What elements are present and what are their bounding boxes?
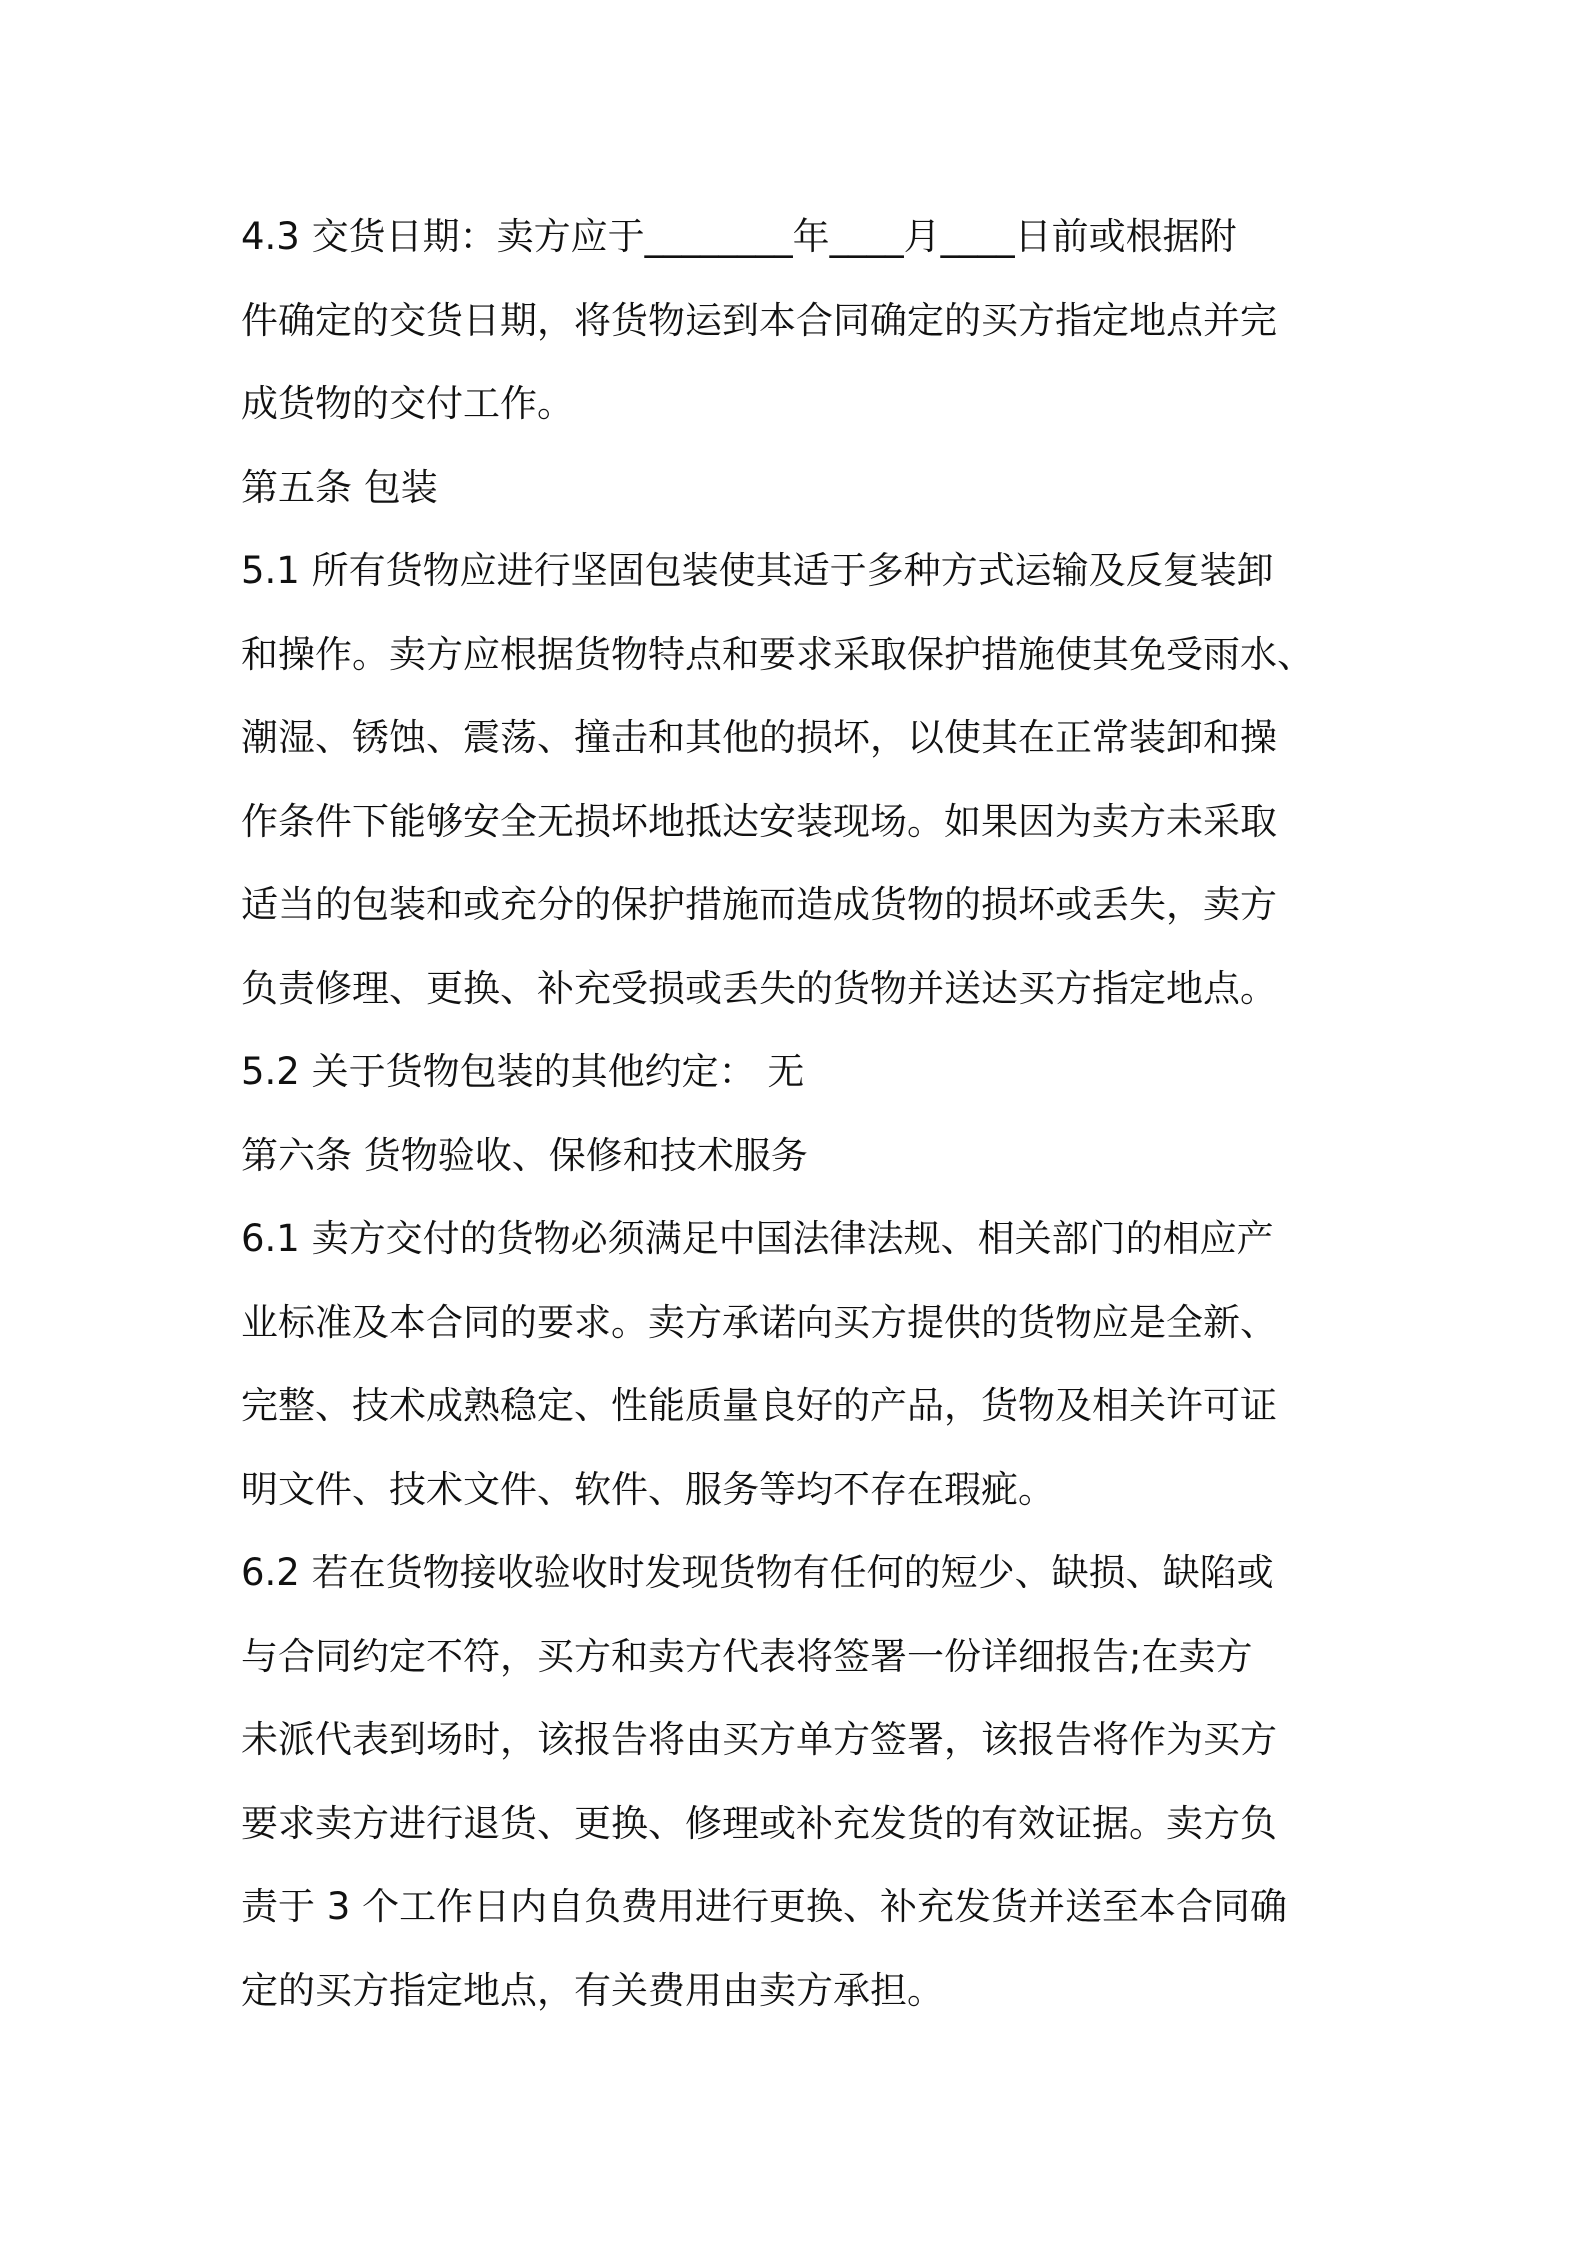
- text-line: 与合同约定不符，买方和卖方代表将签署一份详细报告;在卖方: [241, 1634, 1253, 1678]
- text-line: 完整、技术成熟稳定、性能质量良好的产品，货物及相关许可证: [241, 1384, 1277, 1427]
- text-line: 负责修理、更换、补充受损或丢失的货物并送达买方指定地点。: [241, 966, 1277, 1010]
- section-heading-article-6: 第六条 货物验收、保修和技术服务: [241, 1133, 808, 1177]
- text-line-5-1: 5.1 所有货物应进行坚固包装使其适于多种方式运输及反复装卸: [241, 549, 1274, 592]
- section-heading-article-5: 第五条 包装: [241, 465, 438, 509]
- text-line: 和操作。卖方应根据货物特点和要求采取保护措施使其免受雨水、: [241, 632, 1314, 676]
- text-line: 成货物的交付工作。: [241, 382, 574, 425]
- text-line: 业标准及本合同的要求。卖方承诺向买方提供的货物应是全新、: [241, 1300, 1277, 1344]
- text-line: 责于 3 个工作日内自负费用进行更换、补充发货并送至本合同确: [241, 1885, 1288, 1928]
- text-line: 件确定的交货日期，将货物运到本合同确定的买方指定地点并完: [241, 298, 1277, 342]
- text-line: 作条件下能够安全无损坏地抵达安装现场。如果因为卖方未采取: [241, 799, 1277, 843]
- document-page: [241, 195, 1381, 2032]
- text-line-6-1: 6.1 卖方交付的货物必须满足中国法律法规、相关部门的相应产: [241, 1217, 1274, 1260]
- text-line: 要求卖方进行退货、更换、修理或补充发货的有效证据。卖方负: [241, 1801, 1277, 1845]
- text-line: 适当的包装和或充分的保护措施而造成货物的损坏或丢失，卖方: [241, 883, 1277, 926]
- text-line-4-3: 4.3 交货日期：卖方应于________年____月____日前或根据附: [241, 215, 1237, 258]
- text-line-6-2: 6.2 若在货物接收验收时发现货物有任何的短少、缺损、缺陷或: [241, 1551, 1274, 1594]
- text-line: 定的买方指定地点，有关费用由卖方承担。: [241, 1968, 944, 2012]
- text-line: 潮湿、锈蚀、震荡、撞击和其他的损坏，以使其在正常装卸和操: [241, 716, 1277, 759]
- text-line: 未派代表到场时，该报告将由买方单方签署，该报告将作为买方: [241, 1718, 1277, 1761]
- text-line: 明文件、技术文件、软件、服务等均不存在瑕疵。: [241, 1467, 1055, 1511]
- text-line-5-2: 5.2 关于货物包装的其他约定： 无: [241, 1050, 805, 1093]
